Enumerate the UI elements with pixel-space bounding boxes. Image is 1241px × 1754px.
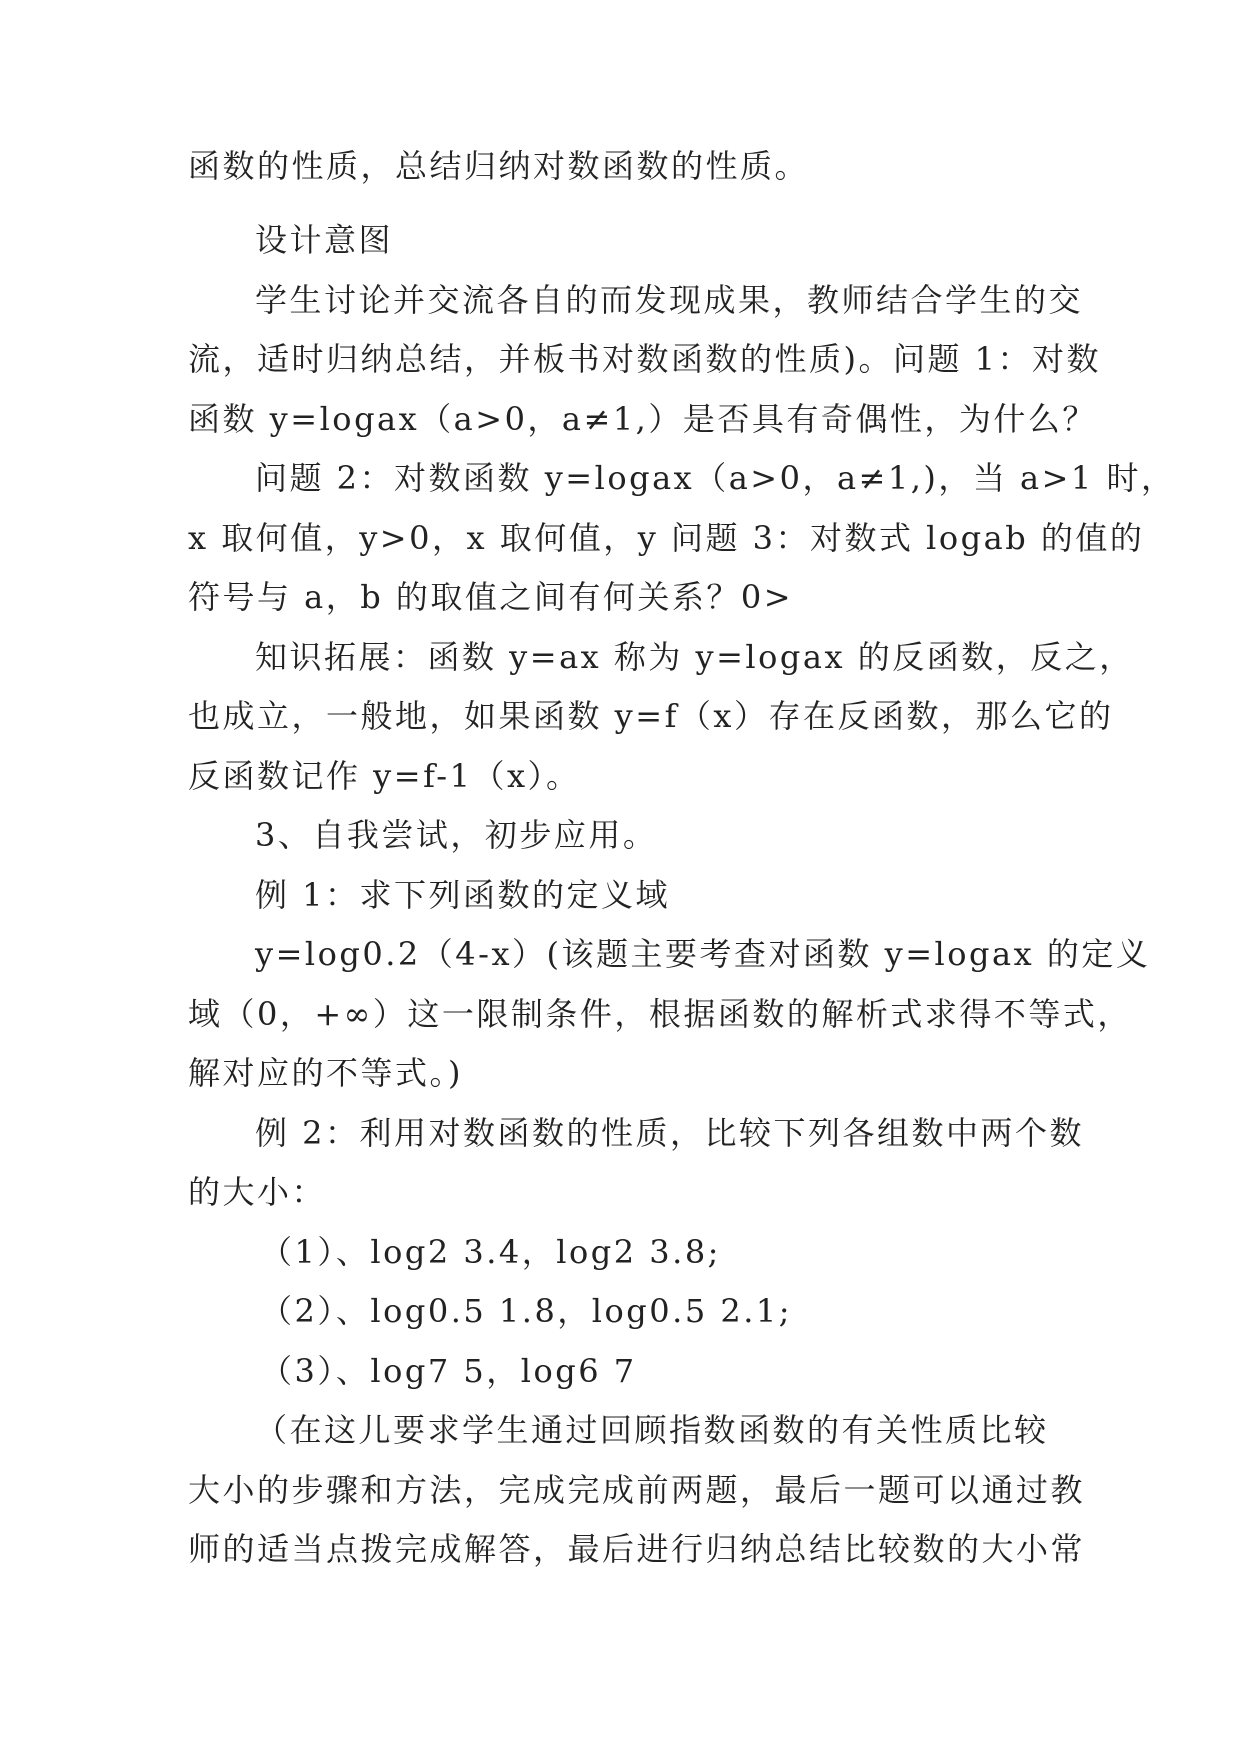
text-line: 学生讨论并交流各自的而发现成果，教师结合学生的交 [255, 281, 1084, 319]
text-line: 例 2：利用对数函数的性质，比较下列各组数中两个数 [255, 1114, 1085, 1152]
text-line: 也成立，一般地，如果函数 y=f（x）存在反函数，那么它的 [188, 697, 1114, 735]
text-line: y=log0.2（4-x）(该题主要考查对函数 y=logax 的定义 [255, 935, 1151, 973]
text-line: （3）、log7 5，log6 7 [260, 1352, 637, 1390]
text-line: 师的适当点拨完成解答，最后进行归纳总结比较数的大小常 [188, 1530, 1086, 1568]
text-line: 的大小： [188, 1173, 327, 1211]
text-line: 符号与 a，b 的取值之间有何关系？0> [188, 578, 794, 616]
text-line: x 取何值，y>0，x 取何值，y 问题 3：对数式 logab 的值的 [188, 519, 1145, 557]
text-line: 知识拓展：函数 y=ax 称为 y=logax 的反函数，反之， [255, 638, 1134, 676]
text-line: 流，适时归纳总结，并板书对数函数的性质)。问题 1：对数 [188, 340, 1102, 378]
text-line: （2）、log0.5 1.8，log0.5 2.1; [260, 1292, 793, 1330]
text-line: 大小的步骤和方法，完成完成前两题，最后一题可以通过教 [188, 1471, 1086, 1509]
text-line: 问题 2：对数函数 y=logax（a>0，a≠1,)，当 a>1 时， [255, 459, 1176, 497]
text-line: 3、自我尝试，初步应用。 [255, 816, 658, 854]
text-line: 例 1：求下列函数的定义域 [255, 876, 671, 914]
text-line: 函数的性质，总结归纳对数函数的性质。 [188, 147, 810, 185]
text-line: 函数 y=logax（a>0，a≠1,）是否具有奇偶性，为什么？ [188, 400, 1097, 438]
text-line: 域（0，+∞）这一限制条件，根据函数的解析式求得不等式， [188, 995, 1132, 1033]
text-line: （在这儿要求学生通过回顾指数函数的有关性质比较 [255, 1411, 1049, 1449]
text-line: （1）、log2 3.4，log2 3.8; [260, 1233, 721, 1271]
text-line: 解对应的不等式。) [188, 1054, 463, 1092]
text-line: 反函数记作 y=f-1（x）。 [188, 757, 581, 795]
text-line: 设计意图 [255, 221, 394, 259]
